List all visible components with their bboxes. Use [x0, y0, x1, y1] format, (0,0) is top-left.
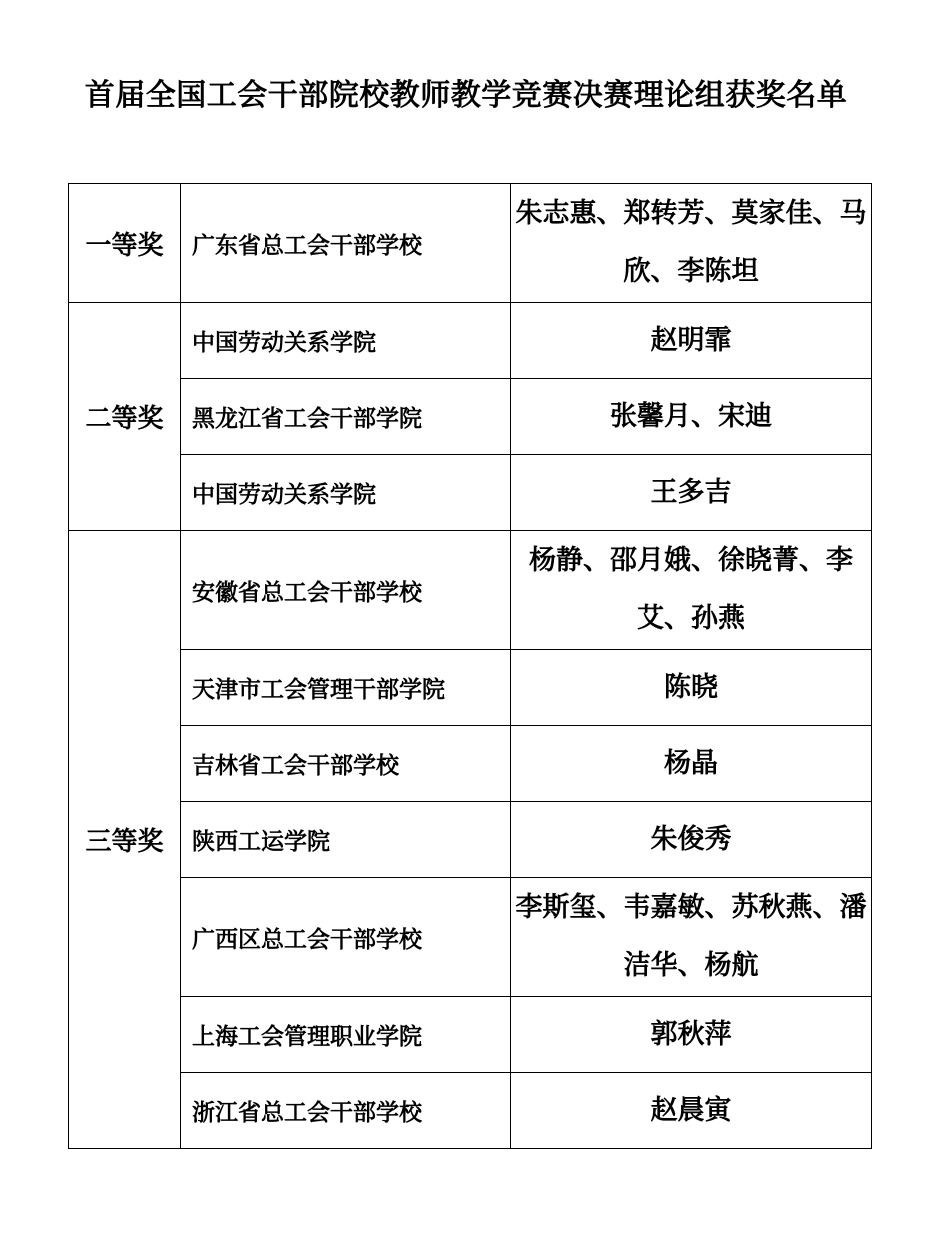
table-row: [69, 650, 872, 726]
winner-names: 陈晓: [511, 650, 872, 726]
school-name: 广东省总工会干部学校: [181, 184, 511, 303]
award-table: [68, 183, 872, 1149]
school-name: 上海工会管理职业学院: [181, 997, 511, 1073]
school-name: 中国劳动关系学院: [181, 303, 511, 379]
winner-names: 张馨月、宋迪: [511, 379, 872, 455]
winner-names: 杨静、邵月娥、徐晓菁、李艾、孙燕: [511, 531, 872, 650]
prize-level-first: 一等奖: [69, 184, 181, 303]
school-name: 天津市工会管理干部学院: [181, 650, 511, 726]
table-row: [69, 531, 872, 650]
prize-level-third: 三等奖: [69, 531, 181, 1149]
winner-names: 李斯玺、韦嘉敏、苏秋燕、潘洁华、杨航: [511, 878, 872, 997]
school-name: 吉林省工会干部学校: [181, 726, 511, 802]
winner-names: 郭秋萍: [511, 997, 872, 1073]
winner-names: 朱志惠、郑转芳、莫家佳、马欣、李陈坦: [511, 184, 872, 303]
prize-level-second: 二等奖: [69, 303, 181, 531]
school-name: 广西区总工会干部学校: [181, 878, 511, 997]
winner-names: 杨晶: [511, 726, 872, 802]
table-row: [69, 726, 872, 802]
table-row: [69, 379, 872, 455]
school-name: 浙江省总工会干部学校: [181, 1073, 511, 1149]
table-row: [69, 303, 872, 379]
school-name: 安徽省总工会干部学校: [181, 531, 511, 650]
table-row: [69, 878, 872, 997]
table-row: [69, 997, 872, 1073]
table-row: [69, 1073, 872, 1149]
school-name: 黑龙江省工会干部学院: [181, 379, 511, 455]
school-name: 中国劳动关系学院: [181, 455, 511, 531]
table-row: [69, 455, 872, 531]
winner-names: 朱俊秀: [511, 802, 872, 878]
school-name: 陕西工运学院: [181, 802, 511, 878]
winner-names: 王多吉: [511, 455, 872, 531]
winner-names: 赵明霏: [511, 303, 872, 379]
table-row: [69, 184, 872, 303]
document-title: 首届全国工会干部院校教师教学竞赛决赛理论组获奖名单: [84, 78, 848, 113]
table-row: [69, 802, 872, 878]
winner-names: 赵晨寅: [511, 1073, 872, 1149]
